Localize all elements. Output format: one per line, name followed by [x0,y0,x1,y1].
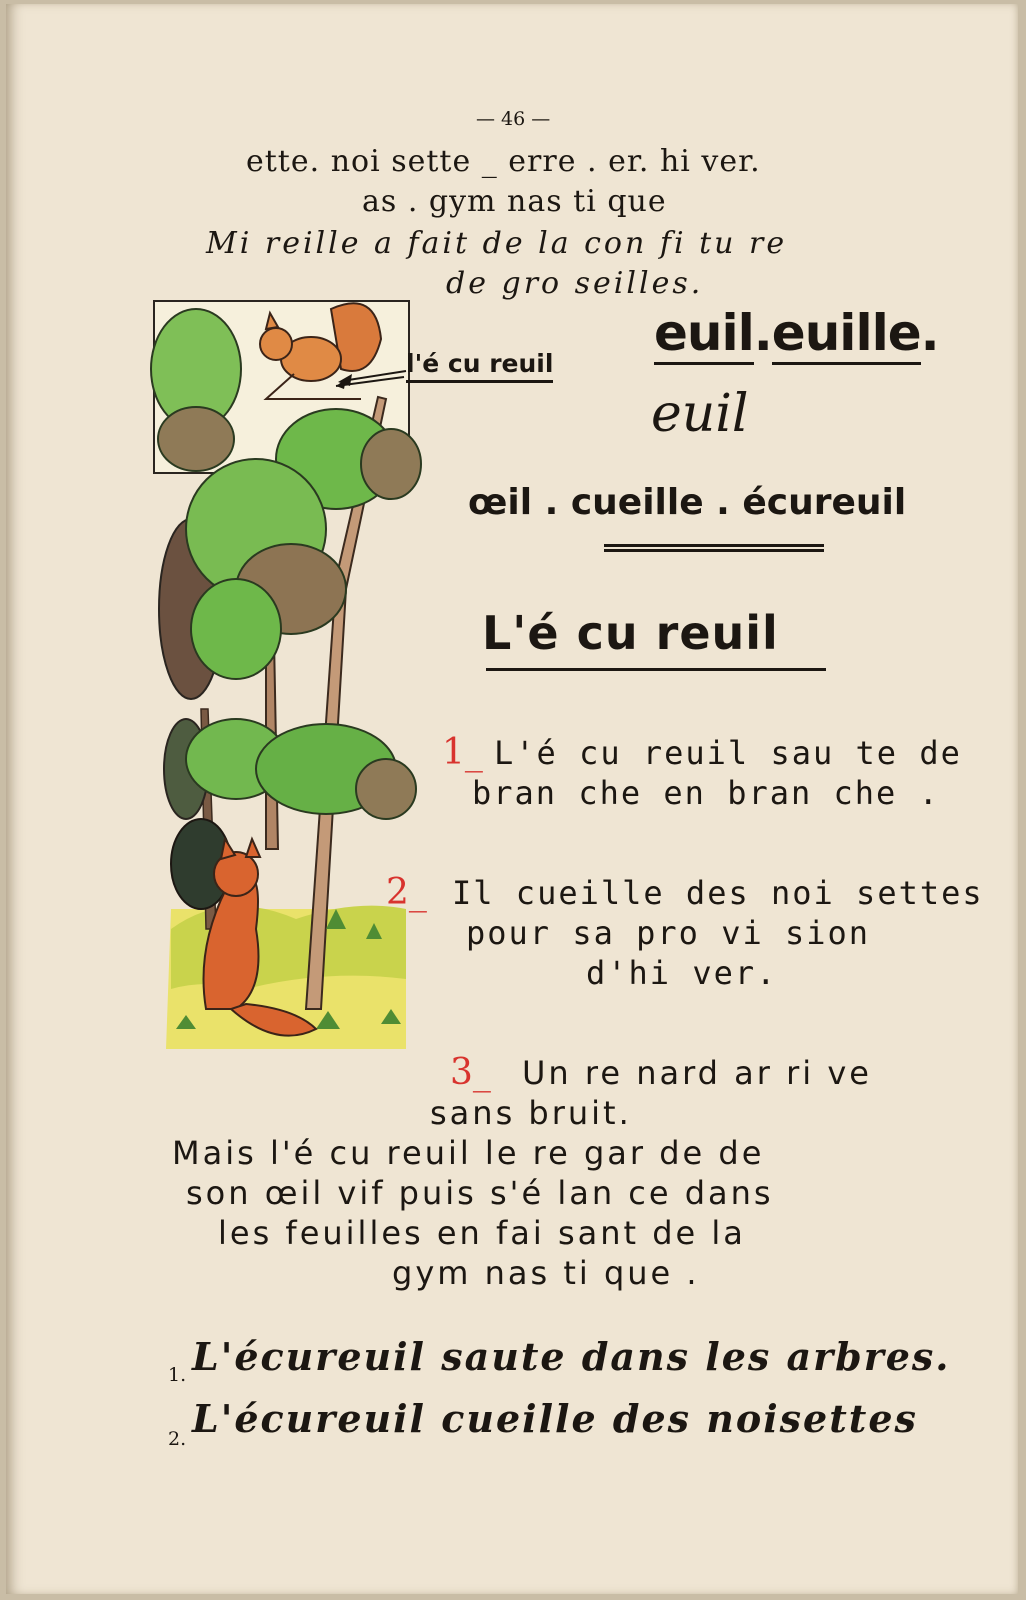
sound-euil: euil [654,304,754,365]
paragraph-line: les feuilles en fai sant de la [218,1214,746,1252]
syllable-line-1: ette. noi sette _ erre . er. hi ver. [246,144,761,179]
story-line: sans bruit. [430,1094,632,1132]
sound-separator: . [753,304,772,362]
sound-cursive: euil [651,384,749,444]
picture-word-label: l'é cu reuil [406,349,553,383]
paragraph-line: gym nas ti que . [392,1254,700,1292]
story-line: pour sa pro vi sion [466,914,871,952]
cursive-number: 2. [168,1428,187,1450]
sentence-line-2: de gro seilles. [446,266,704,301]
cursive-sentence: L'écureuil saute dans les arbres. [192,1334,951,1379]
story-line: bran che en bran che . [472,774,940,812]
cursive-sentence: L'écureuil cueille des noisettes [192,1396,918,1441]
divider-rule [604,544,824,547]
item-number: 2_ [386,872,427,913]
item-number: 3_ [450,1052,491,1093]
sound-heading [654,304,939,362]
cursive-number: 1. [168,1364,187,1386]
title-underline [486,668,826,671]
sound-euille: euille [772,304,921,365]
paragraph-line: son œil vif puis s'é lan ce dans [186,1174,774,1212]
syllable-line-2: as . gym nas ti que [362,184,667,219]
story-line: Il cueille des noi settes [452,874,984,912]
sentence-line-1: Mi reille a fait de la con fi tu re [206,226,788,261]
story-line: Un re nard ar ri ve [522,1054,872,1092]
paragraph-line: Mais l'é cu reuil le re gar de de [172,1134,765,1172]
story-title: L'é cu reuil [482,606,779,660]
story-line: d'hi ver. [586,954,778,992]
book-page [6,4,1018,1594]
story-line: L'é cu reuil sau te de [494,734,962,772]
page-number: — 46 — [476,108,551,130]
divider-rule-2 [604,549,824,552]
example-words: œil . cueille . écureuil [468,482,907,523]
item-number: 1_ [442,732,483,773]
squirrel-fox-illustration [146,289,436,1064]
label-arrow-icon [336,359,408,389]
sound-end: . [920,304,939,362]
